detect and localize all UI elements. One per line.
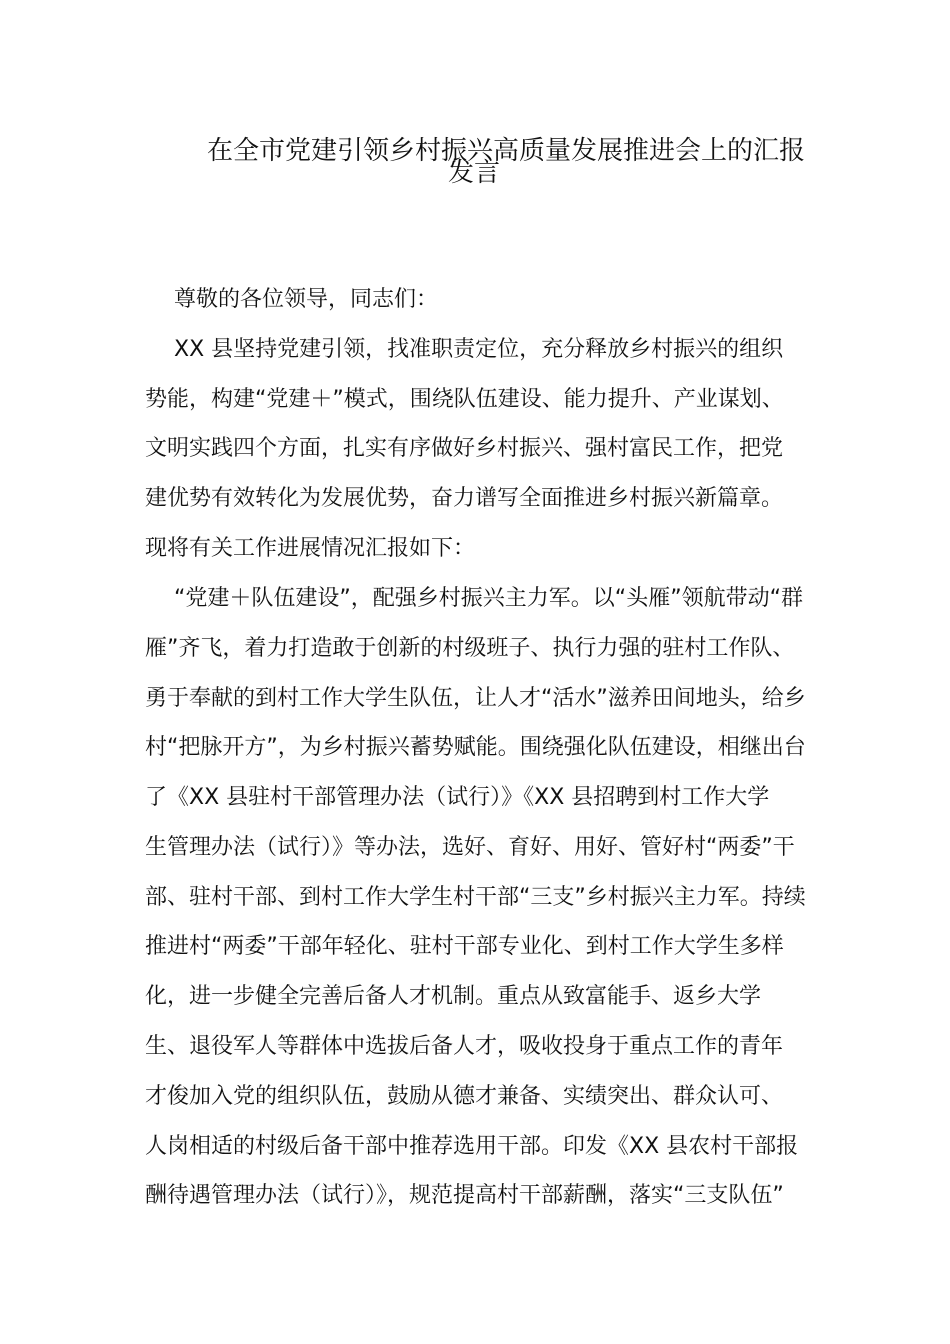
paragraph-2-line-9: 化，进一步健全完善后备人才机制。重点从致富能手、返乡大学 xyxy=(145,984,762,1009)
paragraph-2-line-11: 才俊加入党的组织队伍，鼓励从德才兼备、实绩突出、群众认可、 xyxy=(145,1084,784,1109)
paragraph-1-line-2: 势能，构建“党建＋”模式，围绕队伍建设、能力提升、产业谋划、 xyxy=(145,387,784,412)
document-title-line-2: 发言 xyxy=(448,158,501,188)
salutation-line: 尊敬的各位领导，同志们： xyxy=(174,287,439,312)
paragraph-2-line-2: 雁”齐飞，着力打造敢于创新的村级班子、执行力强的驻村工作队、 xyxy=(145,636,795,661)
document-title-line-1: 在全市党建引领乡村振兴高质量发展推进会上的汇报 xyxy=(207,136,806,166)
paragraph-2-line-5: 了《XX 县驻村干部管理办法（试行）》《XX 县招聘到村工作大学 xyxy=(145,785,770,810)
paragraph-2-line-3: 勇于奉献的到村工作大学生队伍，让人才“活水”滋养田间地头，给乡 xyxy=(145,686,806,711)
paragraph-2-line-6: 生管理办法（试行）》等办法，选好、育好、用好、管好村“两委”干 xyxy=(145,835,795,860)
paragraph-2-line-8: 推进村“两委”干部年轻化、驻村干部专业化、到村工作大学生多样 xyxy=(145,934,784,959)
paragraph-1-line-1: XX 县坚持党建引领，找准职责定位，充分释放乡村振兴的组织 xyxy=(174,337,784,362)
paragraph-2-line-7: 部、驻村干部、到村工作大学生村干部“三支”乡村振兴主力军。持续 xyxy=(145,885,806,910)
paragraph-2-line-1: “党建＋队伍建设”，配强乡村振兴主力军。以“头雁”领航带动“群 xyxy=(174,586,803,611)
paragraph-2-line-13: 酬待遇管理办法（试行）》，规范提高村干部薪酬，落实“三支队伍” xyxy=(145,1183,784,1208)
paragraph-1-line-3: 文明实践四个方面，扎实有序做好乡村振兴、强村富民工作，把党 xyxy=(145,436,784,461)
paragraph-2-line-4: 村“把脉开方”，为乡村振兴蓄势赋能。围绕强化队伍建设，相继出台 xyxy=(145,735,806,760)
paragraph-1-line-4: 建优势有效转化为发展优势，奋力谱写全面推进乡村振兴新篇章。 xyxy=(145,486,784,511)
paragraph-2-line-12: 人岗相适的村级后备干部中推荐选用干部。印发《XX 县农村干部报 xyxy=(145,1134,799,1159)
paragraph-2-line-10: 生、退役军人等群体中选拔后备人才，吸收投身于重点工作的青年 xyxy=(145,1034,784,1059)
paragraph-1-line-5: 现将有关工作进展情况汇报如下： xyxy=(145,536,476,561)
